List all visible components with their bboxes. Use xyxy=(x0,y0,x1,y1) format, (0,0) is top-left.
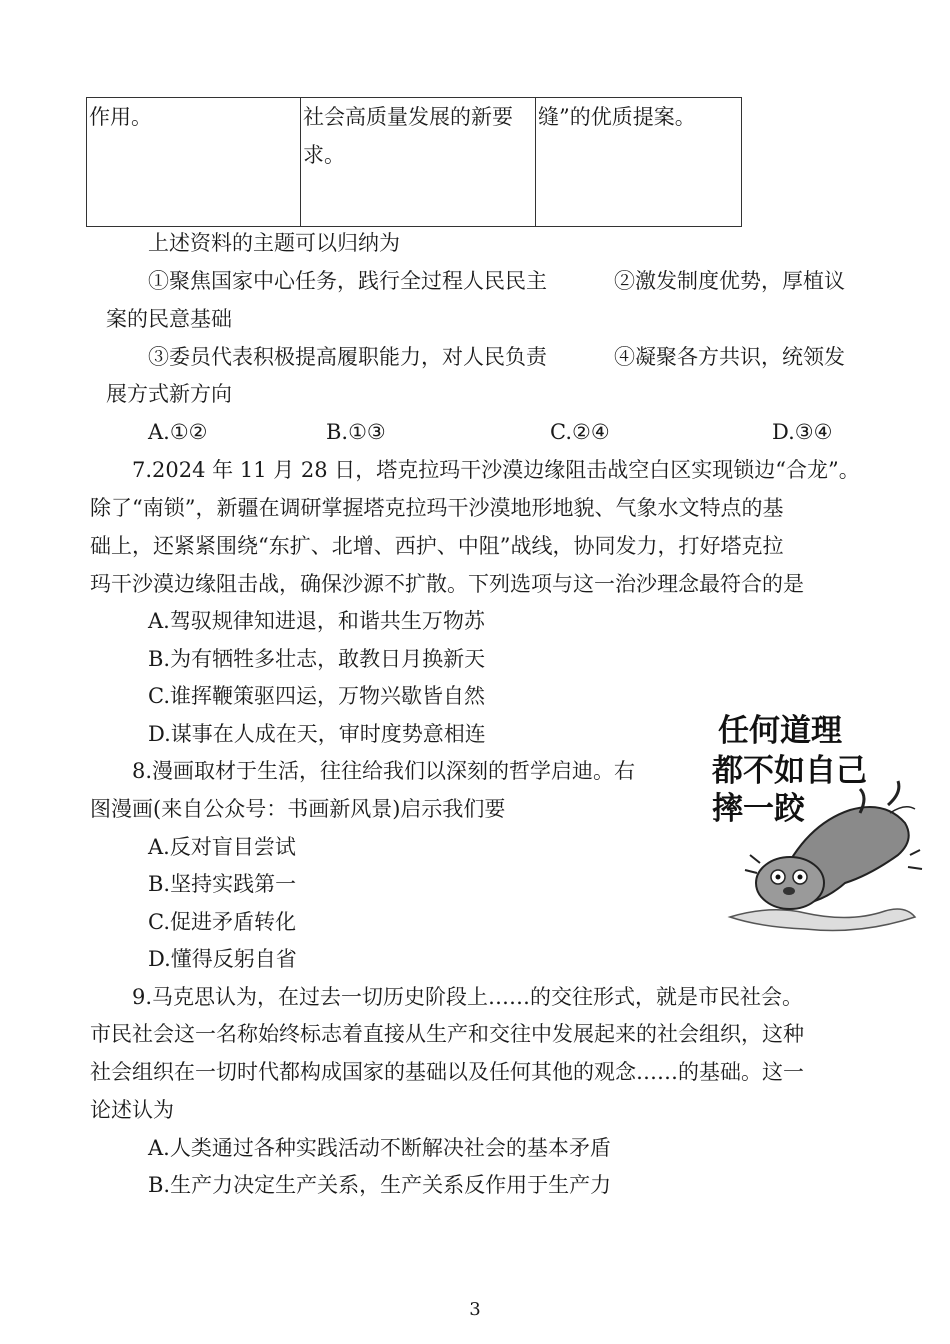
cartoon-caption: 都不如自己 xyxy=(712,753,867,789)
cartoon-caption: 任何道理 xyxy=(718,713,842,749)
q7-option-b: B.为有牺牲多壮志，敢教日月换新天 xyxy=(148,647,486,671)
q6-option-1: ①聚焦国家中心任务，践行全过程人民民主 xyxy=(148,269,547,293)
q7-line: 除了“南锁”，新疆在调研掌握塔克拉玛干沙漠地形地貌、气象水文特点的基 xyxy=(90,496,784,520)
q7-option-a: A.驾驭规律知进退，和谐共生万物苏 xyxy=(148,609,485,633)
q7-line: 7.2024 年 11 月 28 日，塔克拉玛干沙漠边缘阻击战空白区实现锁边“合龙”。 xyxy=(132,458,860,482)
q6-option-2: ②激发制度优势，厚植议 xyxy=(614,269,845,293)
q7-option-c: C.谁挥鞭策驱四运，万物兴歇皆自然 xyxy=(148,684,485,708)
q6-choice-b: B.①③ xyxy=(326,420,386,444)
q6-choice-c: C.②④ xyxy=(550,420,610,444)
q8-option-b: B.坚持实践第一 xyxy=(148,872,297,896)
q6-stem: 上述资料的主题可以归纳为 xyxy=(148,231,400,255)
q6-option-4: ④凝聚各方共识，统领发 xyxy=(614,345,845,369)
q6-choice-a: A.①② xyxy=(148,420,208,444)
q8-option-a: A.反对盲目尝试 xyxy=(148,835,296,859)
q6-option-2-cont: 案的民意基础 xyxy=(106,307,232,331)
q6-option-3: ③委员代表积极提高履职能力，对人民负责 xyxy=(148,345,547,369)
q7-option-d: D.谋事在人成在天，审时度势意相连 xyxy=(148,722,486,746)
q7-line: 础上，还紧紧围绕“东扩、北增、西护、中阻”战线，协同发力，打好塔克拉 xyxy=(90,534,784,558)
q7-line: 玛干沙漠边缘阻击战，确保沙源不扩散。下列选项与这一治沙理念最符合的是 xyxy=(90,572,804,596)
q9-line: 论述认为 xyxy=(90,1098,174,1122)
q9-line: 社会组织在一切时代都构成国家的基础以及任何其他的观念……的基础。这一 xyxy=(90,1060,804,1084)
q9-line: 市民社会这一名称始终标志着直接从生产和交往中发展起来的社会组织，这种 xyxy=(90,1022,804,1046)
q9-option-a: A.人类通过各种实践活动不断解决社会的基本矛盾 xyxy=(148,1136,611,1160)
page-number: 3 xyxy=(469,1299,481,1320)
top-table xyxy=(86,97,742,227)
table-cell: 社会高质量发展的新要求。 xyxy=(301,98,536,227)
q8-line: 图漫画(来自公众号：书画新风景)启示我们要 xyxy=(90,797,506,821)
q6-choice-d: D.③④ xyxy=(772,420,833,444)
q8-line: 8.漫画取材于生活，往往给我们以深刻的哲学启迪。右 xyxy=(132,759,636,783)
table-cell: 作用。 xyxy=(87,98,301,227)
cartoon-caption: 摔一跤 xyxy=(712,791,805,827)
q8-option-c: C.促进矛盾转化 xyxy=(148,910,296,934)
table-cell: 缝”的优质提案。 xyxy=(536,98,742,227)
q6-option-4-cont: 展方式新方向 xyxy=(106,382,232,406)
q9-option-b: B.生产力决定生产关系，生产关系反作用于生产力 xyxy=(148,1173,612,1197)
q8-option-d: D.懂得反躬自省 xyxy=(148,947,297,971)
cartoon-image xyxy=(710,705,925,940)
q9-line: 9.马克思认为，在过去一切历史阶段上……的交往形式，就是市民社会。 xyxy=(132,985,804,1009)
